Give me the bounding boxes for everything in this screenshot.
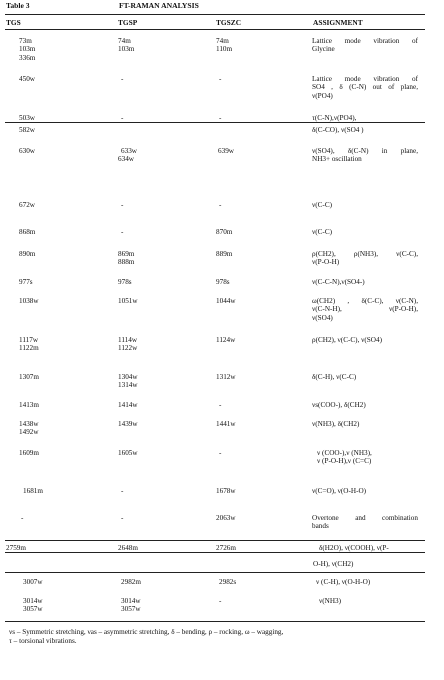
value: 868m — [19, 228, 36, 236]
value: 1051w — [118, 297, 138, 305]
cell-assignment — [312, 336, 418, 344]
value: - — [219, 201, 222, 209]
cell-tgszc — [216, 228, 232, 236]
value: τ(C-N),ν(PO4), — [312, 114, 357, 122]
cell-tgszc — [219, 578, 236, 586]
footnote-line: νs – Symmetric stretching, νas – asymmetric stretching, δ – bending, ρ – rocking, ω – wagging, — [9, 628, 284, 636]
cell-tgsp — [121, 75, 123, 83]
value: 1124w — [216, 336, 236, 344]
cell-assignment — [317, 449, 423, 466]
cell-tgs — [19, 201, 35, 209]
value: ν(NH3) — [319, 597, 342, 605]
value: - — [219, 114, 222, 122]
value: ν(SO4), δ(C-N) in plane, — [312, 147, 418, 155]
cell-tgsp — [121, 597, 141, 614]
value: bands — [312, 522, 329, 531]
value: 3057w — [121, 605, 141, 614]
cell-tgsp — [121, 487, 123, 495]
header-tgs: TGS — [6, 18, 21, 27]
value: ρ(CH2), ρ(NH3), ν(C-C), — [312, 250, 418, 258]
row-separator — [5, 540, 425, 541]
cell-tgsp — [118, 449, 138, 457]
cell-tgszc — [219, 75, 221, 83]
value: 2982m — [121, 578, 141, 586]
cell-tgs — [19, 373, 39, 381]
cell-tgsp — [118, 278, 132, 286]
cell-tgsp — [118, 373, 138, 390]
value: - — [121, 75, 124, 83]
cell-tgs — [19, 297, 39, 305]
top-rule — [5, 14, 425, 15]
value: 1312w — [216, 373, 236, 381]
value: 103m — [19, 45, 36, 54]
value: 2759m — [6, 544, 26, 552]
cell-assignment — [312, 514, 418, 531]
cell-assignment — [312, 420, 418, 428]
header-assignment: ASSIGNMENT — [313, 18, 363, 27]
value: 3014w — [23, 597, 43, 605]
value: 889m — [216, 250, 233, 258]
value: ν(NH3), δ(CH2) — [312, 420, 360, 428]
value: 890m — [19, 250, 36, 258]
value: 1038w — [19, 297, 39, 305]
value: ν(C-C-N),ν(SO4-) — [312, 278, 365, 286]
value: ν(PO4) — [312, 91, 333, 100]
cell-tgs — [19, 75, 35, 83]
cell-tgszc — [216, 373, 236, 381]
value: ν (C-H), ν(O-H-O) — [316, 578, 371, 586]
value: 1307m — [19, 373, 39, 381]
header-tgszc: TGSZC — [216, 18, 242, 27]
cell-tgs — [19, 278, 33, 286]
value: 1439w — [118, 420, 138, 428]
value: SO4 , δ (C-N) out of plane, — [312, 83, 418, 92]
value: ν(C-C) — [312, 201, 333, 209]
value: δ(H2O), ν(COOH), ν(P- — [319, 544, 389, 552]
footnote-line: τ – torsional vibrations. — [9, 637, 77, 645]
cell-assignment — [312, 147, 418, 164]
cell-tgsp — [118, 147, 137, 164]
value: 73m — [19, 37, 32, 45]
value: 634w — [118, 155, 134, 164]
cell-assignment — [312, 75, 418, 100]
cell-tgsp — [118, 401, 138, 409]
cell-tgs — [19, 147, 35, 155]
value: ν(P-O-H) — [312, 258, 340, 267]
value: - — [121, 201, 124, 209]
value: 978s — [216, 278, 230, 286]
cell-tgsp — [118, 420, 138, 428]
cell-assignment — [312, 401, 418, 409]
cell-assignment — [312, 297, 418, 322]
cell-tgszc — [216, 297, 236, 305]
value: Overtone and combination — [312, 514, 418, 522]
value: δ(C-H), ν(C-C) — [312, 373, 357, 381]
cell-tgszc — [216, 336, 235, 344]
cell-tgsp — [118, 336, 137, 353]
cell-tgsp — [121, 228, 123, 236]
cell-tgs — [19, 126, 35, 134]
value: 1492w — [19, 428, 39, 437]
value: 1441w — [216, 420, 236, 428]
value: 1413m — [19, 401, 39, 409]
value: O-H), ν(CH2) — [313, 560, 354, 568]
value: 74m — [216, 37, 229, 45]
cell-assignment — [312, 228, 418, 236]
cell-assignment — [319, 597, 341, 605]
value: 3014w — [121, 597, 141, 605]
value: 1114w — [118, 336, 138, 344]
value: 503w — [19, 114, 35, 122]
value: ν(C-N-H), ν(P-O-H), — [312, 305, 418, 314]
value: - — [121, 114, 124, 122]
value: 336m — [19, 53, 36, 62]
value: 1117w — [19, 336, 39, 344]
value: ν (P-O-H),ν (C=C) — [317, 457, 372, 466]
value: Glycine — [312, 45, 335, 54]
value: 870m — [216, 228, 233, 236]
cell-assignment — [312, 126, 418, 134]
header-tgsp: TGSP — [118, 18, 138, 27]
value: - — [219, 401, 222, 409]
value: 1438w — [19, 420, 39, 428]
cell-assignment — [312, 37, 418, 54]
cell-tgszc — [216, 37, 232, 54]
cell-tgsp — [121, 201, 123, 209]
value: 639w — [218, 147, 234, 155]
value: 582w — [19, 126, 35, 134]
cell-tgsp — [121, 514, 123, 522]
cell-assignment — [312, 201, 418, 209]
value: 869m — [118, 250, 135, 258]
value: 1044w — [216, 297, 236, 305]
value: 672w — [19, 201, 35, 209]
cell-tgszc — [218, 147, 234, 155]
value: NH3+ oscillation — [312, 155, 362, 164]
cell-tgs — [19, 228, 35, 236]
cell-tgs — [19, 420, 39, 437]
value: ν (COO-),ν (NH3), — [317, 449, 372, 457]
value: 1122m — [19, 344, 39, 353]
cell-tgs — [19, 401, 39, 409]
value: 977s — [19, 278, 33, 286]
value: 1304w — [118, 373, 138, 381]
value: 110m — [216, 45, 233, 54]
cell-assignment-continued — [313, 560, 353, 568]
cell-assignment — [312, 373, 418, 381]
cell-tgs — [23, 487, 43, 495]
cell-tgszc — [219, 597, 221, 605]
value: δ(C-CO), ν(SO4 ) — [312, 126, 364, 134]
cell-tgszc — [216, 250, 232, 258]
cell-assignment — [312, 278, 418, 286]
cell-tgszc — [216, 487, 236, 495]
cell-assignment — [316, 578, 370, 586]
value: - — [121, 228, 124, 236]
value: 888m — [118, 258, 135, 267]
value: - — [121, 487, 124, 495]
value: 978s — [118, 278, 132, 286]
value: 630w — [19, 147, 35, 155]
value: 3057w — [23, 605, 43, 614]
value: 1122w — [118, 344, 138, 353]
value: - — [121, 514, 124, 522]
row-separator — [5, 552, 425, 553]
cell-tgs — [19, 449, 39, 457]
value: 2063w — [216, 514, 236, 522]
value: 1314w — [118, 381, 138, 390]
value: 1681m — [23, 487, 43, 495]
cell-tgsp — [121, 578, 141, 586]
cell-tgs — [19, 37, 35, 62]
cell-assignment — [312, 250, 418, 267]
cell-tgs — [19, 336, 39, 353]
cell-tgs — [21, 514, 23, 522]
header-rule — [5, 29, 425, 30]
value: 3007w — [23, 578, 43, 586]
value: ρ(CH2), ν(C-C), ν(SO4) — [312, 336, 382, 344]
cell-tgszc — [216, 420, 236, 428]
value: ν(SO4) — [312, 313, 333, 322]
table-caption: Table 3 — [6, 1, 30, 10]
value: Lattice mode vibration of — [312, 37, 418, 45]
value: 2982s — [219, 578, 237, 586]
value: 2726m — [216, 544, 236, 552]
value: Lattice mode vibration of — [312, 75, 418, 83]
value: 2648m — [118, 544, 138, 552]
cell-tgsp — [118, 250, 134, 267]
bottom-rule — [5, 621, 425, 622]
cell-tgs — [23, 578, 43, 586]
value: 450w — [19, 75, 35, 83]
table-footnote — [9, 628, 419, 646]
cell-tgszc — [219, 401, 221, 409]
value: 633w — [121, 147, 137, 155]
cell-tgs — [19, 250, 35, 258]
value: 1609m — [19, 449, 39, 457]
cell-tgs — [23, 597, 43, 614]
cell-tgsp — [118, 297, 138, 305]
value: - — [219, 597, 222, 605]
value: ν(C=O), ν(O-H-O) — [312, 487, 367, 495]
value: 1605w — [118, 449, 138, 457]
value: - — [21, 514, 24, 522]
value: 1414w — [118, 401, 138, 409]
cell-tgszc — [219, 201, 221, 209]
cell-tgszc — [219, 449, 221, 457]
value: - — [219, 75, 222, 83]
cell-tgszc — [216, 514, 236, 522]
value: ω(CH2) , δ(C-C), ν(C-N), — [312, 297, 418, 305]
value: - — [219, 449, 222, 457]
value: 1678w — [216, 487, 236, 495]
value: 103m — [118, 45, 135, 54]
cell-assignment — [312, 487, 418, 495]
row-separator — [5, 572, 425, 573]
cell-tgszc — [216, 278, 230, 286]
value: ν(C-C) — [312, 228, 333, 236]
table-title: FT-RAMAN ANALYSIS — [119, 1, 199, 10]
value: 74m — [118, 37, 131, 45]
row-separator — [5, 122, 425, 123]
value: νs(COO-), δ(CH2) — [312, 401, 366, 409]
cell-tgsp — [118, 37, 134, 54]
